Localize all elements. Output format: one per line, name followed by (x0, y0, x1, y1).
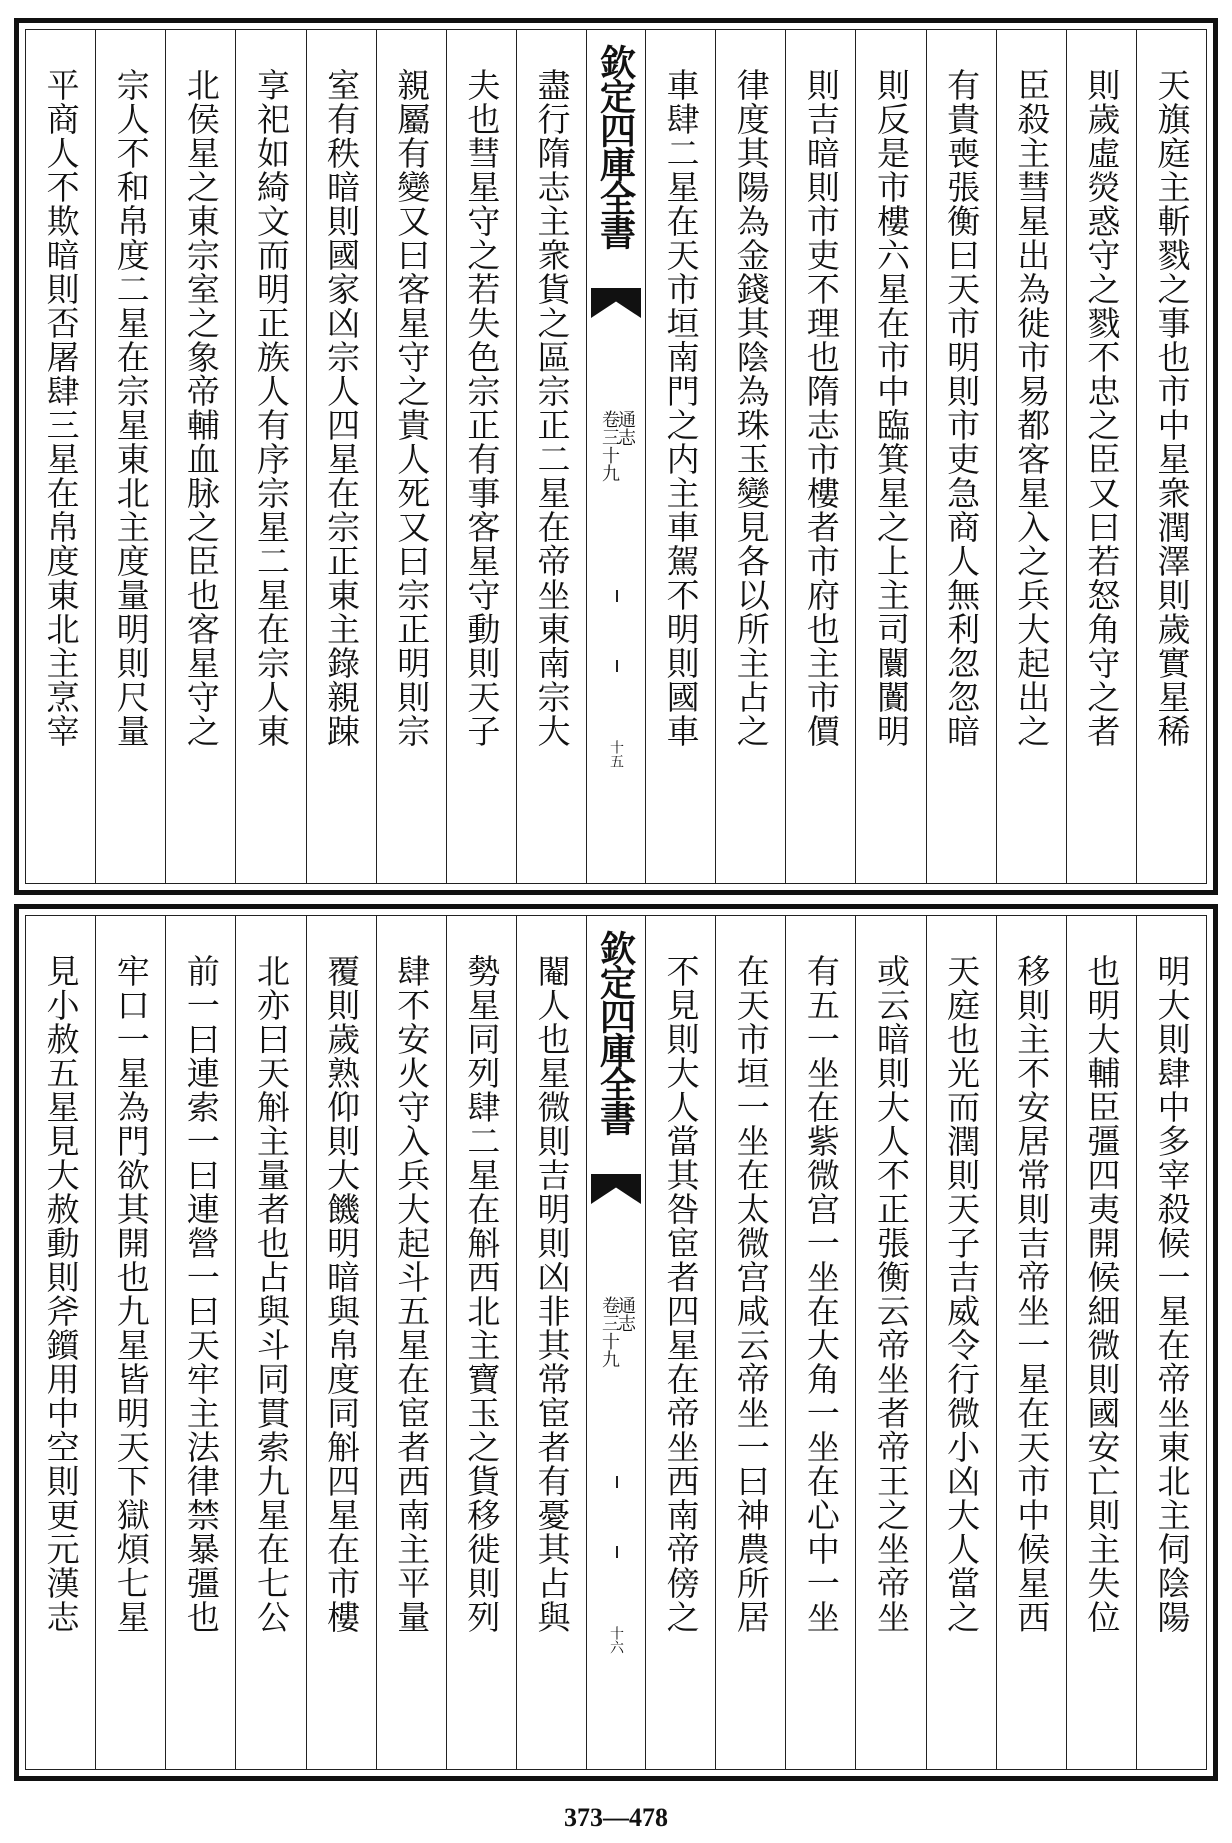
text-column: 天旗庭主斬戮之事也市中星衆潤澤則歲實星稀 (1136, 30, 1206, 883)
text-column: 親屬有變又曰客星守之貴人死又曰宗正明則宗 (376, 30, 446, 883)
fish-tail-mark (591, 1174, 641, 1204)
text-column: 夫也彗星守之若失色宗正有事客星守動則天子 (446, 30, 516, 883)
text-column: 前一曰連索一曰連營一曰天牢主法律禁暴彊也 (165, 916, 235, 1769)
volume-label: 卷三十九 (599, 410, 620, 482)
center-fold-strip (586, 30, 645, 883)
book-title: 通志 (615, 1296, 636, 1332)
center-fold-strip (586, 916, 645, 1769)
book-title: 通志 (615, 410, 636, 446)
text-column: 則反是市樓六星在市中臨箕星之上主司闤闠明 (855, 30, 925, 883)
text-column: 明大則肆中多宰殺候一星在帝坐東北主伺陰陽 (1136, 916, 1206, 1769)
text-column: 勢星同列肆二星在斛西北主寶玉之貨移徙則列 (446, 916, 516, 1769)
text-column: 盡行隋志主衆貨之區宗正二星在帝坐東南宗大 (516, 30, 586, 883)
text-column: 覆則歲熟仰則大饑明暗與帛度同斛四星在市樓 (306, 916, 376, 1769)
book-header: 欽定四庫全書 (594, 930, 637, 1134)
footer-page-code: 373—478 (564, 1803, 668, 1832)
text-column: 牢口一星為門欲其開也九星皆明天下獄煩七星 (95, 916, 165, 1769)
text-column: 移則主不安居常則吉帝坐一星在天市中候星西 (996, 916, 1066, 1769)
fold-tick (616, 660, 618, 672)
text-column: 閹人也星微則吉明則凶非其常宦者有憂其占與 (516, 916, 586, 1769)
text-column: 見小赦五星見大赦動則斧鑕用中空則更元漢志 (41, 954, 81, 1634)
text-column: 在天市垣一坐在太微宫咸云帝坐一曰神農所居 (715, 916, 785, 1769)
text-column: 北亦曰天斛主量者也占與斗同貫索九星在七公 (235, 916, 305, 1769)
fish-tail-mark (591, 288, 641, 318)
top-page-columns (26, 30, 1206, 883)
text-column: 則歲虛熒惑守之戮不忠之臣又曰若怒角守之者 (1066, 30, 1136, 883)
fold-tick (616, 1476, 618, 1488)
book-header: 欽定四庫全書 (594, 44, 637, 248)
bottom-page (14, 904, 1218, 1781)
text-column: 不見則大人當其咎宦者四星在帝坐西南帝傍之 (645, 916, 715, 1769)
page-number: 十五 (608, 740, 624, 768)
text-column: 肆不安火守入兵大起斗五星在宦者西南主平量 (376, 916, 446, 1769)
text-column: 宗人不和帛度二星在宗星東北主度量明則尺量 (95, 30, 165, 883)
text-column: 則吉暗則市吏不理也隋志市樓者市府也主市價 (785, 30, 855, 883)
text-column: 平商人不欺暗則否屠肆三星在帛度東北主烹宰 (41, 68, 81, 748)
text-column: 北侯星之東宗室之象帝輔血脉之臣也客星守之 (165, 30, 235, 883)
text-column: 也明大輔臣彊四夷開候細微則國安亡則主失位 (1066, 916, 1136, 1769)
top-page-frame (25, 29, 1207, 884)
volume-label: 卷三十九 (599, 1296, 620, 1368)
text-column: 臣殺主彗星出為徙市易都客星入之兵大起出之 (996, 30, 1066, 883)
text-column: 或云暗則大人不正張衡云帝坐者帝王之坐帝坐 (855, 916, 925, 1769)
text-column: 室有秩暗則國家凶宗人四星在宗正東主錄親踈 (306, 30, 376, 883)
text-column: 車肆二星在天市垣南門之内主車駕不明則國車 (645, 30, 715, 883)
bottom-page-frame (25, 915, 1207, 1770)
fold-tick (616, 1546, 618, 1558)
page-number: 十六 (608, 1626, 624, 1654)
bottom-page-columns (26, 916, 1206, 1769)
text-column: 有五一坐在紫微宫一坐在大角一坐在心中一坐 (785, 916, 855, 1769)
text-column: 有貴喪張衡曰天市明則市吏急商人無利忽忽暗 (926, 30, 996, 883)
top-page (14, 18, 1218, 895)
text-column: 律度其陽為金錢其陰為珠玉變見各以所主占之 (715, 30, 785, 883)
text-column: 天庭也光而潤則天子吉威令行微小凶大人當之 (926, 916, 996, 1769)
text-column: 享祀如綺文而明正族人有序宗星二星在宗人東 (235, 30, 305, 883)
fold-tick (616, 590, 618, 602)
